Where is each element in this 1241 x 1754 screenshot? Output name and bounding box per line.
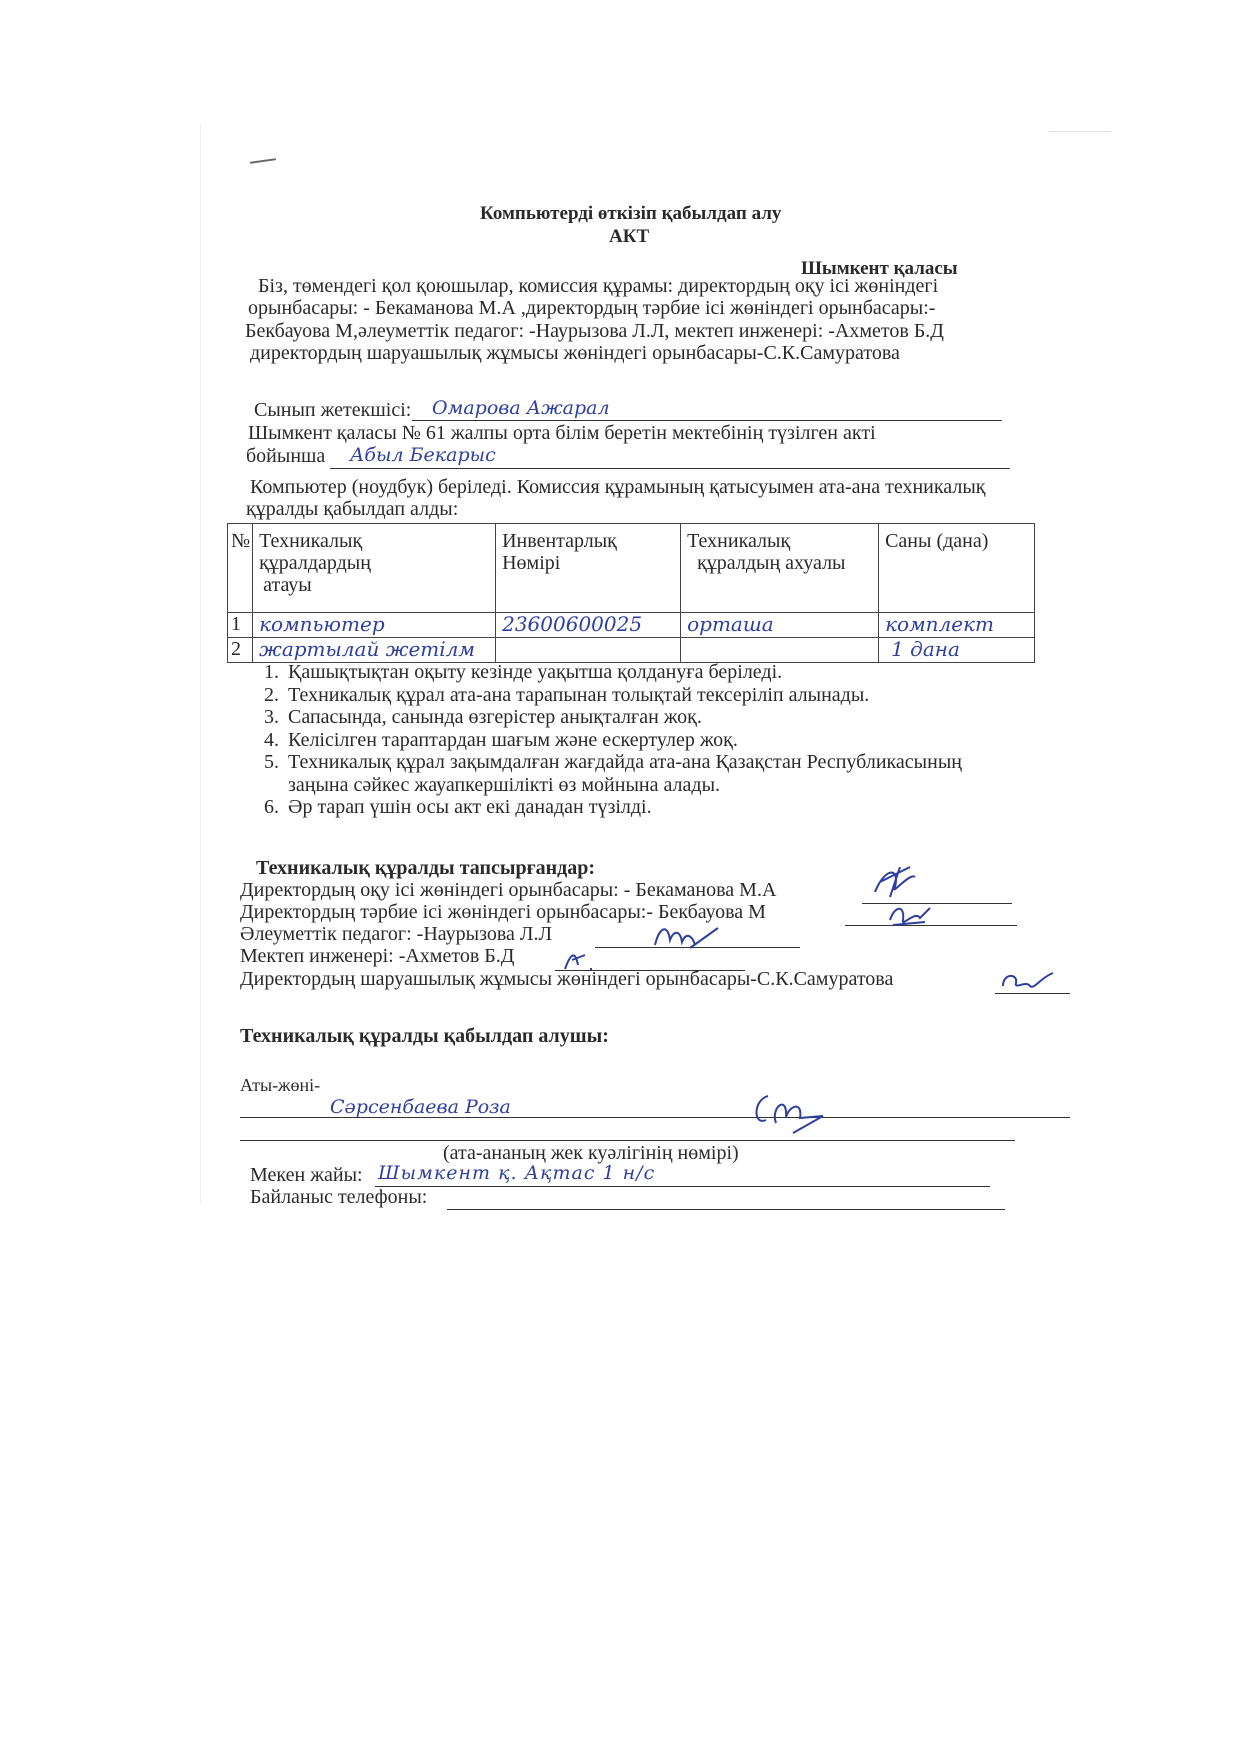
id-line [240, 1140, 1015, 1141]
header-condition-l1: Техникалық [687, 530, 791, 552]
row-num: 2 [228, 638, 253, 663]
phone-line[interactable] [447, 1209, 1005, 1210]
condition-item: 1. Қашықтықтан оқыту кезінде уақытша қолдануға беріледі. [284, 661, 1008, 684]
handed-over-heading: Техникалық құралды тапсырғандар: [256, 857, 596, 879]
school-line: Шымкент қаласы № 61 жалпы орта білім беретін мектебінің түзілген акті [248, 422, 876, 444]
row-inventory[interactable] [496, 638, 681, 663]
signature-5-icon [998, 968, 1058, 994]
row-inventory[interactable]: 23600600025 [496, 613, 681, 638]
intro-line-4: директордың шаруашылық жұмысы жөніндегі орынбасары-С.К.Самуратова [250, 342, 900, 364]
receiver-signature-icon [748, 1088, 838, 1138]
row-qty[interactable]: 1 дана [879, 638, 1035, 663]
intro-line-1: Біз, төмендегі қол қоюшылар, комиссия құрамы: директордың оқу ісі жөніндегі [258, 275, 939, 297]
handover-line-1: Компьютер (ноудбук) беріледі. Комиссия құрамының қатысуымен ата-ана техникалық [250, 476, 986, 498]
row-name[interactable]: жартылай жетілм [253, 638, 496, 663]
equipment-table [227, 523, 1035, 663]
address-value[interactable]: Шымкент қ. Ақтас 1 н/с [378, 1162, 656, 1184]
header-condition-l2: құралдың ахуалы [697, 552, 846, 574]
intro-line-2: орынбасары: - Бекаманова М.А ,директордың тәрбие ісі жөніндегі орынбасары:- [248, 297, 936, 319]
scan-edge [200, 125, 201, 1205]
signer-1: Директордың оқу ісі жөніндегі орынбасары: - Бекаманова М.А [240, 879, 777, 901]
signature-3-icon [650, 920, 720, 952]
header-inventory-l2: Нөмірі [502, 552, 561, 574]
header-inventory [496, 524, 681, 613]
table-header-row [228, 524, 1035, 613]
condition-item: 4. Келісілген тараптардан шағым және ескертулер жоқ. [284, 729, 1008, 752]
condition-item: 5. Техникалық құрал зақымдалған жағдайда ата-ана Қазақстан Республикасының заңына сәйкес жауапкершілікті өз мойнына алады. [284, 751, 1008, 796]
row-condition[interactable] [681, 638, 879, 663]
row-qty[interactable]: комплект [879, 613, 1035, 638]
class-teacher-label: Сынып жетекшісі: [254, 399, 412, 421]
receiver-heading: Техникалық құралды қабылдап алушы: [240, 1025, 609, 1047]
class-teacher-line [412, 420, 1002, 421]
name-value[interactable]: Сәрсенбаева Роза [330, 1096, 511, 1118]
doc-title: Компьютерді өткізіп қабылдап алу [480, 203, 782, 224]
signature-1-icon [870, 862, 920, 902]
phone-label: Байланыс телефоны: [250, 1186, 428, 1208]
condition-item: 3. Сапасында, санында өзгерістер анықталған жоқ. [284, 706, 1008, 729]
intro-line-3: Бекбауова М,әлеуметтік педагог: -Наурызова Л.Л, мектеп инженері: -Ахметов Б.Д [245, 320, 944, 342]
signer-3: Әлеуметтік педагог: -Наурызова Л.Л [240, 923, 553, 945]
name-label: Аты-жөні- [240, 1075, 321, 1095]
signer-2: Директордың тәрбие ісі жөніндегі орынбасары:- Бекбауова М [240, 901, 766, 923]
row-name[interactable]: компьютер [253, 613, 496, 638]
table-row [228, 638, 1035, 663]
doc-title-akt: АКТ [609, 226, 650, 247]
header-inventory-l1: Инвентарлық [502, 530, 617, 552]
header-name-l3: атауы [263, 574, 312, 596]
name-line [240, 1117, 1070, 1118]
header-condition [681, 524, 879, 613]
header-name [253, 524, 496, 613]
row-condition[interactable]: орташа [681, 613, 879, 638]
class-teacher-value[interactable]: Омарова Ажарал [432, 397, 610, 419]
by-line [330, 468, 1010, 469]
handover-line-2: құралды қабылдап алды: [246, 498, 459, 520]
by-value[interactable]: Абыл Бекарыс [350, 444, 496, 466]
address-line [375, 1186, 990, 1187]
header-name-l1: Техникалық [259, 530, 363, 552]
condition-item: 2. Техникалық құрал ата-ана тарапынан толықтай тексеріліп алынады. [284, 684, 1008, 707]
by-label: бойынша [246, 445, 326, 467]
scan-artifact [1050, 131, 1110, 132]
id-caption: (ата-ананың жек куәлігінің нөмірі) [443, 1142, 739, 1164]
signature-2-icon [885, 900, 935, 932]
pen-mark [250, 158, 276, 164]
address-label: Мекен жайы: [250, 1164, 363, 1186]
city-label: Шымкент қаласы [801, 258, 958, 279]
header-qty: Саны (дана) [879, 524, 1035, 613]
table-row [228, 613, 1035, 638]
row-num: 1 [228, 613, 253, 638]
signer-5: Директордың шаруашылық жұмысы жөніндегі орынбасары-С.К.Самуратова [240, 968, 894, 990]
conditions-list [254, 661, 1008, 819]
signer-4: Мектеп инженері: -Ахметов Б.Д [240, 945, 515, 967]
header-name-l2: құралдардың [259, 552, 371, 574]
condition-item: 6. Әр тарап үшін осы акт екі данадан түзілді. [284, 796, 1008, 819]
header-num: № [228, 524, 253, 613]
